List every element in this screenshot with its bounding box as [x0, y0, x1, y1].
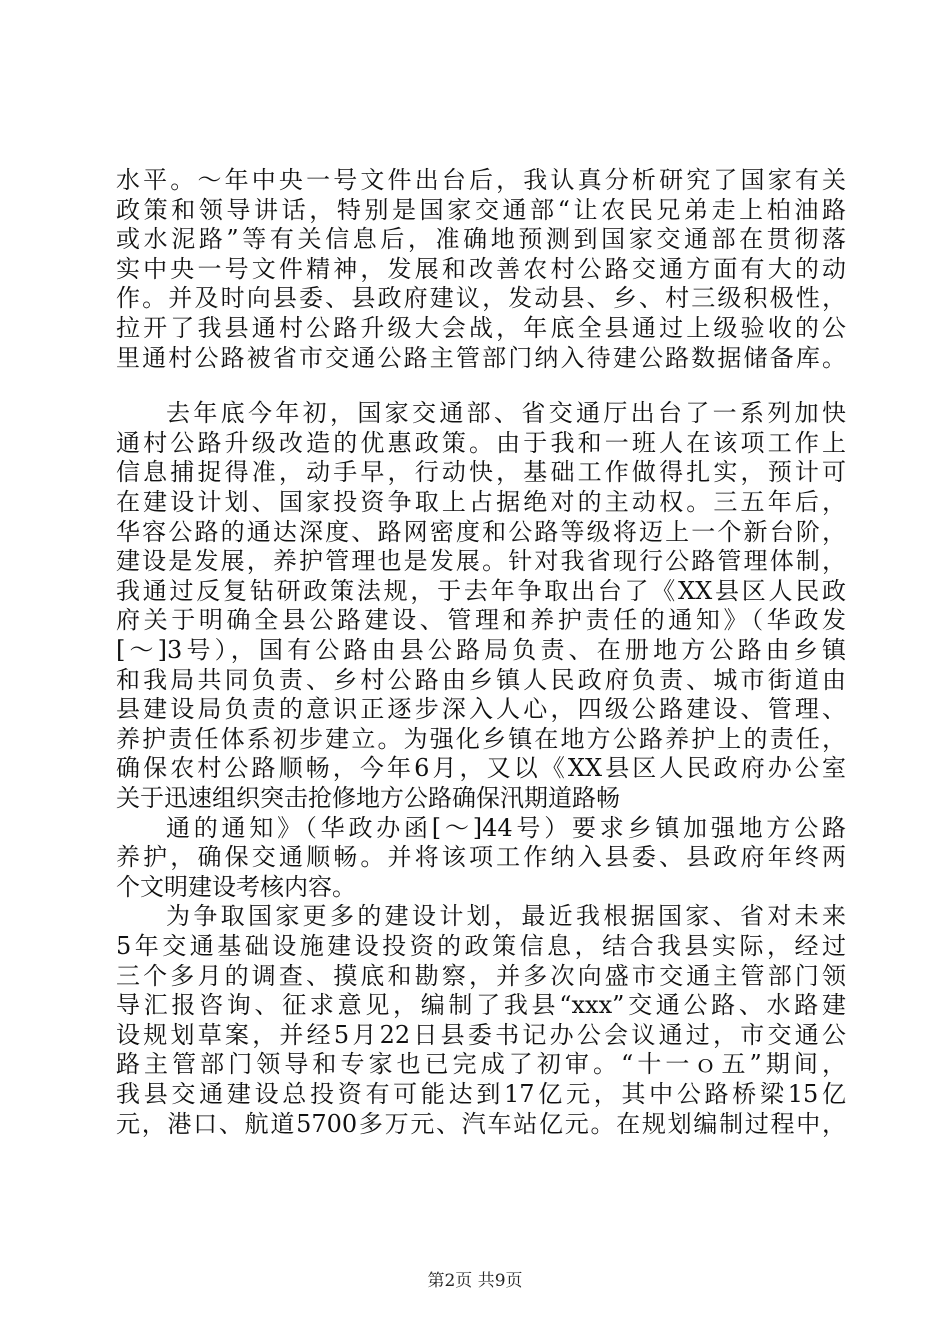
- paragraph-first-line: 为争取国家更多的建设计划，最近我根据国家、省对未来: [166, 902, 846, 931]
- body-text-line: 县建设局负责的意识正逐步深入人心，四级公路建设、管理、: [116, 695, 846, 724]
- body-text-line: 养护责任体系初步建立。为强化乡镇在地方公路养护上的责任，: [116, 724, 846, 753]
- body-text-line: 作。并及时向县委、县政府建议，发动县、乡、村三级积极性，: [116, 284, 846, 313]
- paragraph-first-line: 去年底今年初，国家交通部、省交通厅出台了一系列加快: [166, 399, 846, 428]
- body-text-line: 路主管部门领导和专家也已完成了初审。“十一ｏ五”期间，: [116, 1050, 846, 1079]
- body-text-line: 通村公路升级改造的优惠政策。由于我和一班人在该项工作上: [116, 428, 846, 457]
- body-text-line: 我通过反复钻研政策法规，于去年争取出台了《XX县区人民政: [116, 576, 846, 605]
- body-text-line: 我县交通建设总投资有可能达到17亿元，其中公路桥梁15亿: [116, 1080, 846, 1108]
- body-text-line: 或水泥路”等有关信息后，准确地预测到国家交通部在贯彻落: [116, 225, 846, 254]
- body-text-line: 建设是发展，养护管理也是发展。针对我省现行公路管理体制，: [116, 547, 846, 576]
- body-text-line: 设规划草案，并经5月22日县委书记办公会议通过，市交通公: [116, 1020, 846, 1049]
- body-text-line: 政策和领导讲话，特别是国家交通部“让农民兄弟走上柏油路: [116, 195, 846, 224]
- body-text-line: 华容公路的通达深度、路网密度和公路等级将迈上一个新台阶，: [116, 517, 846, 546]
- body-text-line: 养护，确保交通顺畅。并将该项工作纳入县委、县政府年终两: [116, 843, 846, 872]
- page-footer: 第2页 共9页: [427, 1271, 523, 1291]
- body-text-line: 府关于明确全县公路建设、管理和养护责任的通知》（华政发: [116, 606, 846, 635]
- body-text-line: 确保农村公路顺畅，今年6月，又以《XX县区人民政府办公室: [116, 754, 846, 783]
- body-text-line: 里通村公路被省市交通公路主管部门纳入待建公路数据储备库。: [116, 343, 846, 372]
- body-text-line: 和我局共同负责、乡村公路由乡镇人民政府负责、城市街道由: [116, 665, 846, 694]
- body-text-line: [～]3号），国有公路由县公路局负责、在册地方公路由乡镇: [116, 636, 846, 664]
- body-text-line: 实中央一号文件精神，发展和改善农村公路交通方面有大的动: [116, 254, 846, 283]
- body-text-line: 水平。～年中央一号文件出台后，我认真分析研究了国家有关: [116, 166, 846, 194]
- paragraph-first-line: 通的通知》（华政办函[～]44号）要求乡镇加强地方公路: [166, 813, 846, 842]
- body-text-line: 元，港口、航道5700多万元、汽车站亿元。在规划编制过程中，: [116, 1109, 846, 1138]
- body-text-line: 关于迅速组织突击抢修地方公路确保汛期道路畅: [116, 784, 620, 812]
- body-text-line: 三个多月的调查、摸底和勘察，并多次向盛市交通主管部门领: [116, 961, 846, 990]
- body-text-line: 导汇报咨询、征求意见，编制了我县“xxx”交通公路、水路建: [116, 991, 846, 1020]
- body-text-line: 5年交通基础设施建设投资的政策信息，结合我县实际，经过: [116, 932, 846, 960]
- body-text-line: 拉开了我县通村公路升级大会战，年底全县通过上级验收的公: [116, 314, 846, 342]
- body-text-line: 在建设计划、国家投资争取上占据绝对的主动权。三五年后，: [116, 488, 846, 516]
- body-text-line: 个文明建设考核内容。: [116, 872, 356, 901]
- body-text-line: 信息捕捉得准，动手早，行动快，基础工作做得扎实，预计可: [116, 458, 846, 487]
